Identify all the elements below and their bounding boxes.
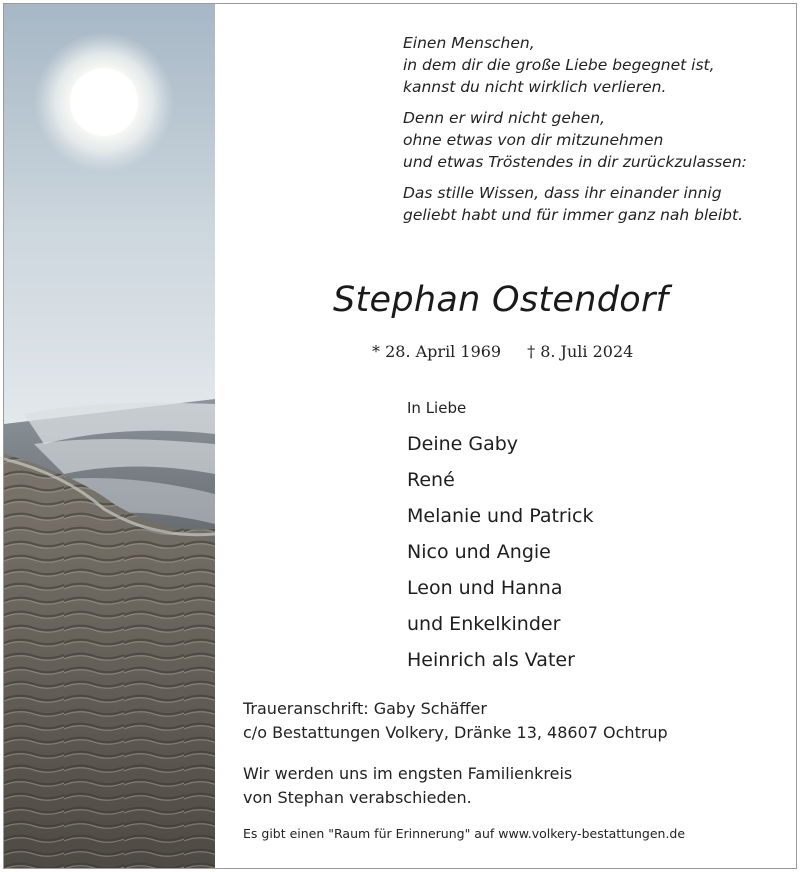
farewell-line: Wir werden uns im engsten Familienkreis (243, 764, 573, 783)
mourner-name: Deine Gaby (407, 433, 519, 455)
poem (403, 32, 793, 235)
poem-stanza (403, 107, 793, 173)
deceased-name: Stephan Ostendorf (333, 280, 669, 320)
mourning-address (243, 697, 668, 745)
poem-line: und etwas Tröstendes in dir zurückzulassen: (403, 153, 747, 171)
birth-date: * 28. April 1969 (372, 342, 502, 361)
poem-line: in dem dir die große Liebe begegnet ist, (403, 56, 715, 74)
address-line: Traueranschrift: Gaby Schäffer (243, 699, 487, 718)
farewell-note (243, 762, 572, 810)
poem-line: ohne etwas von dir mitzunehmen (403, 131, 664, 149)
mourner-name: Leon und Hanna (407, 577, 563, 599)
farewell-line: von Stephan verabschieden. (243, 788, 472, 807)
poem-line: Denn er wird nicht gehen, (403, 109, 605, 127)
notice-text (215, 0, 800, 872)
mourner-name: Heinrich als Vater (407, 649, 575, 671)
poem-stanza (403, 32, 793, 98)
poem-line: geliebt habt und für immer ganz nah bleibt. (403, 206, 743, 224)
memorial-room-note: Es gibt einen "Raum für Erinnerung" auf www.volkery-bestattungen.de (243, 826, 686, 841)
address-line: c/o Bestattungen Volkery, Dränke 13, 48607 Ochtrup (243, 723, 668, 742)
mourner-name: Melanie und Patrick (407, 505, 594, 527)
mourners-list (407, 399, 593, 678)
poem-line: Einen Menschen, (403, 34, 535, 52)
poem-stanza (403, 182, 793, 226)
life-dates (372, 342, 633, 361)
poem-line: kannst du nicht wirklich verlieren. (403, 78, 667, 96)
mourner-name: und Enkelkinder (407, 613, 561, 635)
beach-photo (4, 4, 215, 868)
death-date: † 8. Juli 2024 (527, 342, 634, 361)
mourner-name: Nico und Angie (407, 541, 551, 563)
poem-line: Das stille Wissen, dass ihr einander innig (403, 184, 722, 202)
mourner-name: René (407, 469, 455, 491)
mourners-intro: In Liebe (407, 399, 467, 417)
